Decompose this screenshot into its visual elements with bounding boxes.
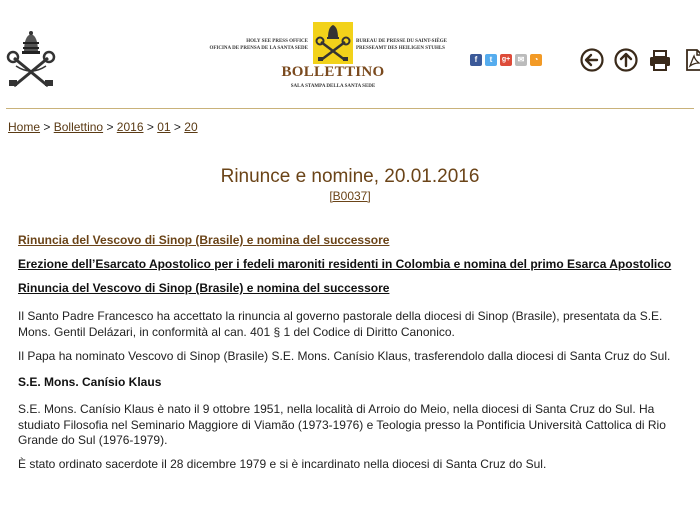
rss-icon[interactable]: ◔ (530, 54, 542, 66)
breadcrumb-separator: > (146, 120, 154, 134)
article-paragraph: È stato ordinato sacerdote il 28 dicembre 1979 e si è incardinato nella diocesi di Santa Cruz do Sul. (18, 457, 547, 471)
papal-keys-icon (313, 22, 353, 64)
office-name: PRESSEAMT DES HEILIGEN STUHLS (356, 46, 445, 51)
facebook-icon[interactable]: f (470, 54, 482, 66)
article-paragraph: Il Santo Padre Francesco ha accettato la rinuncia al governo pastorale della diocesi di Sinop (Brasile), presentata da S.E. Mons. Gentil Delázari, in conformità al can. 401 § 1 del Codice di Diritto Canonico. (18, 309, 663, 339)
breadcrumb-year[interactable]: 2016 (116, 120, 144, 134)
bio-heading: S.E. Mons. Canísio Klaus (18, 375, 162, 389)
up-arrow-icon[interactable] (614, 48, 638, 72)
vatican-emblem-icon (6, 30, 56, 90)
article-paragraph: S.E. Mons. Canísio Klaus è nato il 9 ottobre 1951, nella località di Arroio do Meio, nella diocesi di Santa Cruz do Sul. Ha studiato Filosofia nel Seminario Maggiore di Viamão (1973-1976) e Teologia presso la Pontificia Università Cattolica di Rio Grande do Sul (1976-1979). (18, 402, 666, 447)
header-divider (6, 108, 694, 109)
announcement-links (18, 233, 698, 305)
twitter-icon[interactable]: t (485, 54, 497, 66)
breadcrumb-bollettino[interactable]: Bollettino (53, 120, 104, 134)
reference-code (0, 189, 700, 203)
page-tools (580, 48, 700, 72)
office-name: BUREAU DE PRESSE DU SAINT-SIÈGE (356, 39, 447, 44)
breadcrumb-separator: > (43, 120, 51, 134)
breadcrumb-month[interactable]: 01 (157, 120, 171, 134)
announcement-link[interactable]: Rinuncia del Vescovo di Sinop (Brasile) e nomina del successore (18, 281, 390, 295)
breadcrumb-separator: > (106, 120, 114, 134)
reference-link[interactable]: [B0037] (329, 189, 371, 203)
office-names-right (356, 38, 456, 52)
back-arrow-icon[interactable] (580, 48, 604, 72)
email-icon[interactable]: ✉ (515, 54, 527, 66)
bollettino-subtitle: SALA STAMPA DELLA SANTA SEDE (290, 84, 376, 89)
office-name: OFICINA DE PRENSA DE LA SANTA SEDE (209, 46, 308, 51)
page-header (0, 0, 700, 108)
page-title: Rinunce e nomine, 20.01.2016 (220, 165, 480, 187)
announcement-link[interactable]: Rinuncia del Vescovo di Sinop (Brasile) e nomina del successore (18, 233, 390, 247)
office-name: HOLY SEE PRESS OFFICE (246, 39, 308, 44)
article-paragraph: Il Papa ha nominato Vescovo di Sinop (Brasile) S.E. Mons. Canísio Klaus, trasferendolo dalla diocesi di Santa Cruz do Sul. (18, 349, 671, 363)
announcement-link[interactable]: Erezione dell’Esarcato Apostolico per i fedeli maroniti residenti in Colombia e nomina del primo Esarca Apostolico (18, 257, 672, 271)
breadcrumb (8, 120, 198, 134)
google-plus-icon[interactable]: g+ (500, 54, 512, 66)
office-names-left (208, 38, 308, 52)
breadcrumb-home[interactable]: Home (8, 120, 41, 134)
press-office-logo[interactable] (313, 22, 353, 64)
pdf-icon[interactable] (682, 48, 700, 72)
breadcrumb-separator: > (173, 120, 181, 134)
bollettino-title[interactable]: BOLLETTINO (281, 64, 385, 80)
print-icon[interactable] (648, 48, 672, 72)
social-share-bar (470, 54, 542, 66)
breadcrumb-day[interactable]: 20 (184, 120, 198, 134)
